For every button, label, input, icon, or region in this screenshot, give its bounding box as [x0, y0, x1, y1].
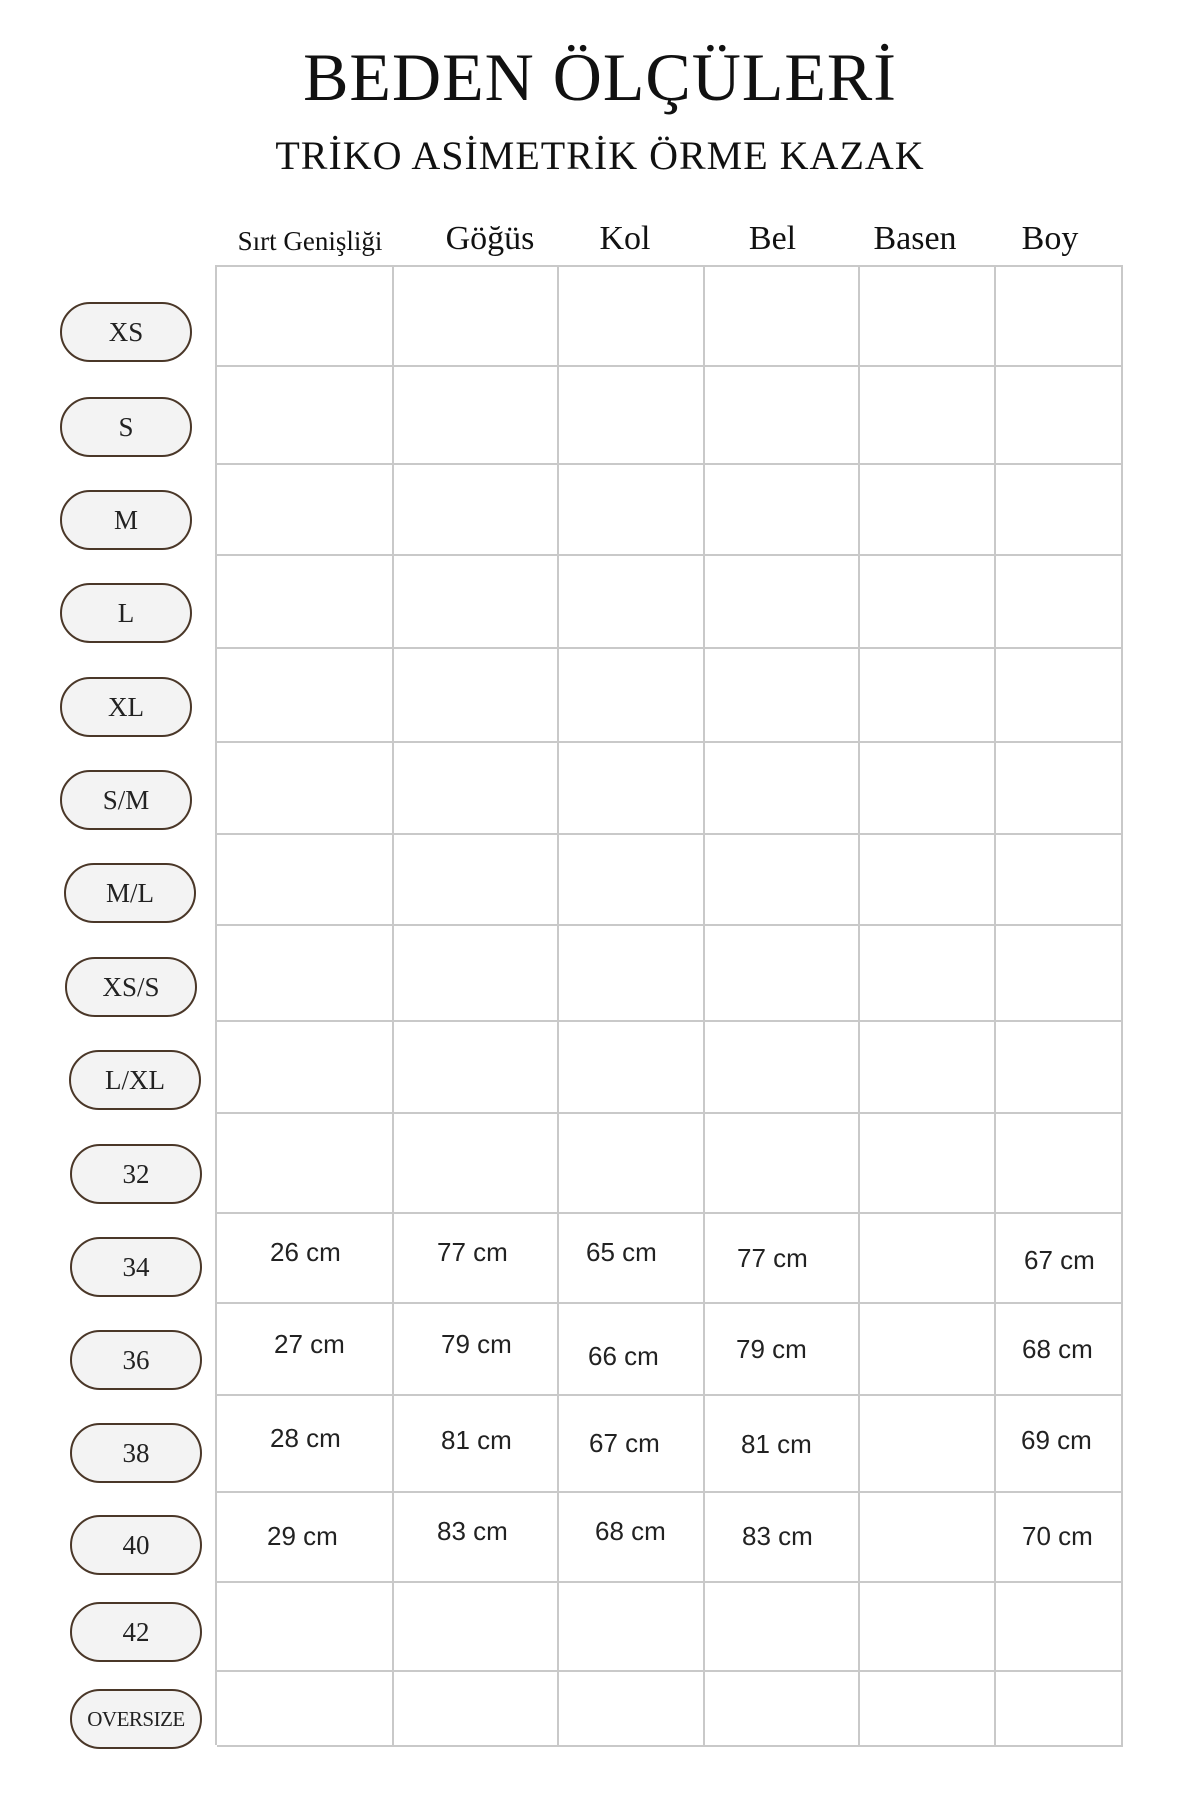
row-divider	[217, 463, 1123, 465]
cell-38-kol: 67 cm	[589, 1428, 660, 1458]
size-label-m-l: M/L	[64, 863, 196, 923]
cell-40-sirt-genisligi: 29 cm	[267, 1521, 338, 1551]
column-header-basen: Basen	[873, 220, 957, 257]
row-divider	[217, 1491, 1123, 1493]
size-label-s: S	[60, 397, 192, 457]
row-divider	[217, 1302, 1123, 1304]
cell-36-sirt-genisligi: 27 cm	[274, 1329, 345, 1359]
size-label-xs: XS	[60, 302, 192, 362]
column-divider	[557, 267, 559, 1747]
column-header-boy: Boy	[1021, 220, 1079, 257]
size-label-s-m: S/M	[60, 770, 192, 830]
row-divider	[217, 1112, 1123, 1114]
row-divider	[217, 1020, 1123, 1022]
size-label-l-xl: L/XL	[69, 1050, 201, 1110]
size-label-42: 42	[70, 1602, 202, 1662]
row-divider	[217, 924, 1123, 926]
row-divider	[217, 554, 1123, 556]
cell-40-gogus: 83 cm	[437, 1516, 508, 1546]
column-header-bel: Bel	[748, 220, 797, 257]
column-header-sirt-genisligi: Sırt Genişliği	[237, 226, 383, 256]
cell-36-bel: 79 cm	[736, 1334, 807, 1364]
column-divider	[703, 267, 705, 1747]
row-divider	[217, 1581, 1123, 1583]
row-divider	[217, 647, 1123, 649]
column-divider	[994, 267, 996, 1747]
size-label-32: 32	[70, 1144, 202, 1204]
size-chart-grid	[215, 265, 1123, 1745]
cell-38-boy: 69 cm	[1021, 1425, 1092, 1455]
column-divider	[392, 267, 394, 1747]
cell-34-kol: 65 cm	[586, 1237, 657, 1267]
cell-34-boy: 67 cm	[1024, 1245, 1095, 1275]
cell-34-gogus: 77 cm	[437, 1237, 508, 1267]
cell-40-kol: 68 cm	[595, 1516, 666, 1546]
cell-38-bel: 81 cm	[741, 1429, 812, 1459]
column-header-kol: Kol	[599, 220, 651, 257]
cell-34-bel: 77 cm	[737, 1243, 808, 1273]
size-label-36: 36	[70, 1330, 202, 1390]
row-divider	[217, 1670, 1123, 1672]
size-label-34: 34	[70, 1237, 202, 1297]
row-divider	[217, 1394, 1123, 1396]
cell-34-sirt-genisligi: 26 cm	[270, 1237, 341, 1267]
cell-38-sirt-genisligi: 28 cm	[270, 1423, 341, 1453]
cell-36-gogus: 79 cm	[441, 1329, 512, 1359]
page-title: BEDEN ÖLÇÜLERİ	[303, 39, 897, 115]
column-divider	[1121, 267, 1123, 1747]
page-subtitle: TRİKO ASİMETRİK ÖRME KAZAK	[275, 133, 925, 178]
size-label-40: 40	[70, 1515, 202, 1575]
cell-36-boy: 68 cm	[1022, 1334, 1093, 1364]
size-label-oversize: OVERSIZE	[70, 1689, 202, 1749]
size-label-38: 38	[70, 1423, 202, 1483]
cell-38-gogus: 81 cm	[441, 1425, 512, 1455]
row-divider	[217, 1745, 1123, 1747]
cell-36-kol: 66 cm	[588, 1341, 659, 1371]
cell-40-boy: 70 cm	[1022, 1521, 1093, 1551]
size-label-l: L	[60, 583, 192, 643]
cell-40-bel: 83 cm	[742, 1521, 813, 1551]
row-divider	[217, 833, 1123, 835]
column-divider	[858, 267, 860, 1747]
size-label-xs-s: XS/S	[65, 957, 197, 1017]
column-header-gogus: Göğüs	[445, 220, 535, 257]
row-divider	[217, 1212, 1123, 1214]
row-divider	[217, 365, 1123, 367]
row-divider	[217, 741, 1123, 743]
size-label-m: M	[60, 490, 192, 550]
size-label-xl: XL	[60, 677, 192, 737]
